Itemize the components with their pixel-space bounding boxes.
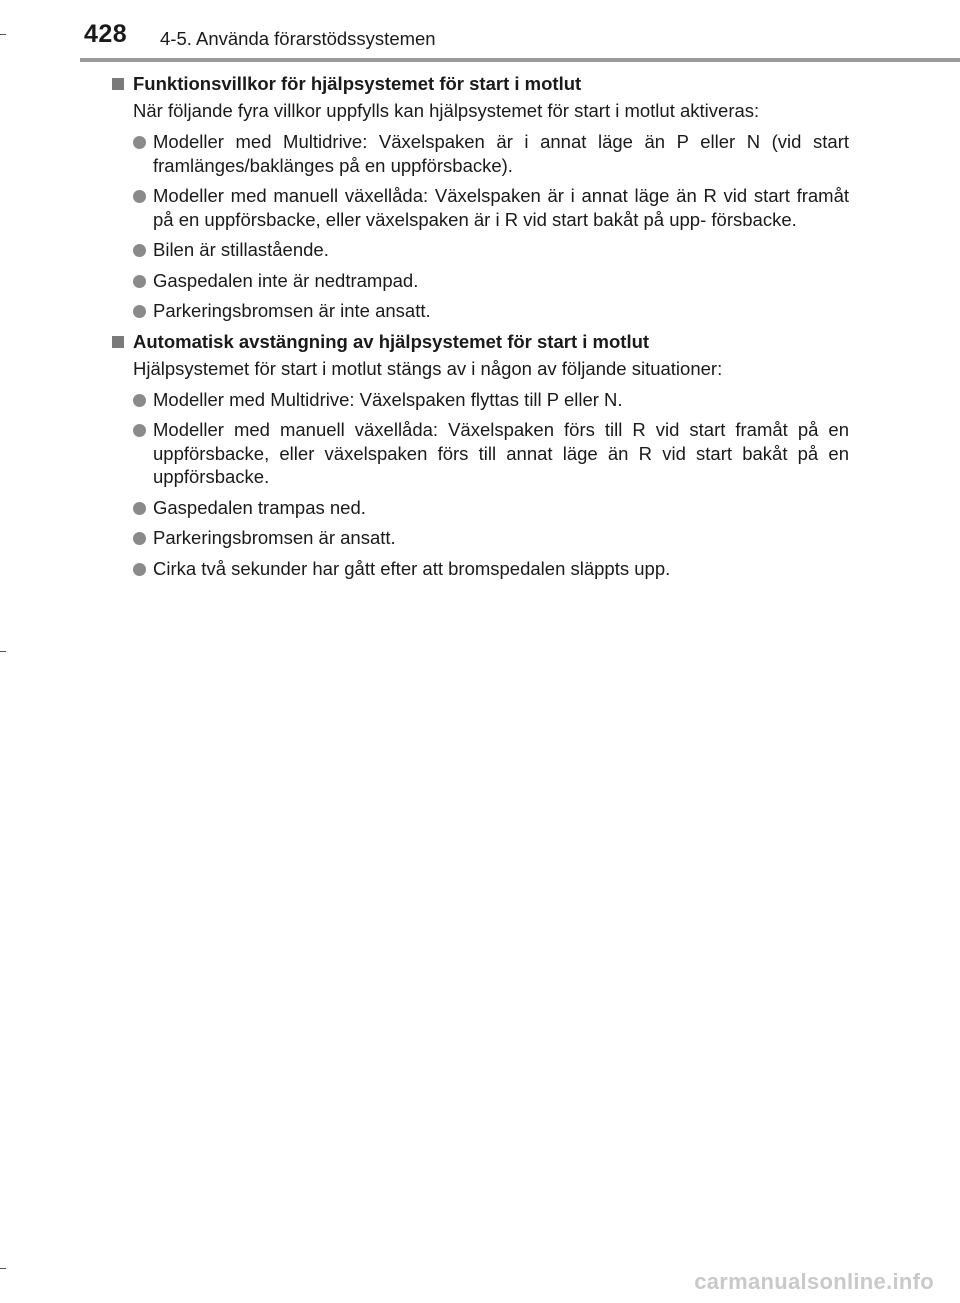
circle-bullet-icon [133, 275, 146, 288]
bullet-list [112, 388, 849, 581]
square-bullet-icon [112, 78, 124, 90]
bullet-list [112, 130, 849, 323]
page-header [0, 0, 960, 62]
page-number: 428 [84, 20, 128, 48]
crop-mark [0, 1268, 6, 1269]
list-item [133, 496, 849, 520]
circle-bullet-icon [133, 136, 146, 149]
circle-bullet-icon [133, 190, 146, 203]
list-item-text: Cirka två sekunder har gått efter att bromspedalen släppts upp. [153, 557, 671, 579]
list-item-text: Gaspedalen trampas ned. [153, 496, 366, 518]
circle-bullet-icon [133, 424, 146, 437]
list-item [133, 130, 849, 177]
section-intro: Hjälpsystemet för start i motlut stängs av i någon av följande situationer: [133, 357, 723, 379]
section-heading-text: Automatisk avstängning av hjälpsystemet för start i motlut [133, 330, 650, 352]
list-item [133, 418, 849, 489]
list-item-text: Modeller med Multidrive: Växelspaken flyttas till P eller N. [153, 388, 623, 410]
header-rule [80, 58, 960, 62]
list-item [133, 388, 849, 412]
chapter-title: 4-5. Använda förarstödssystemen [160, 28, 436, 49]
list-item-text: Modeller med manuell växellåda: Växelspaken förs till R vid start framåt på en uppförsbacke, eller växelspaken förs till annat läge än R vid start bakåt på en uppförsbacke. [153, 419, 849, 487]
circle-bullet-icon [133, 502, 146, 515]
section-activation-conditions [112, 70, 849, 323]
circle-bullet-icon [133, 394, 146, 407]
circle-bullet-icon [133, 532, 146, 545]
section-intro: När följande fyra villkor uppfylls kan hjälpsystemet för start i motlut aktiveras: [133, 100, 760, 121]
list-item-text: Gaspedalen inte är nedtrampad. [153, 269, 419, 291]
section-heading [112, 328, 849, 355]
circle-bullet-icon [133, 305, 146, 318]
list-item-text: Modeller med manuell växellåda: Växelspaken är i annat läge än R vid start framåt på en uppförsbacke, eller växelspaken är i R vid start bakåt på upp- försbacke. [153, 185, 849, 230]
crop-mark [0, 651, 6, 652]
list-item-text: Modeller med Multidrive: Växelspaken är i annat läge än P eller N (vid start framlänges/baklänges på en uppförsbacke). [153, 131, 849, 176]
section-heading [112, 70, 849, 97]
square-bullet-icon [112, 336, 124, 348]
list-item-text: Parkeringsbromsen är inte ansatt. [153, 300, 431, 321]
list-item [133, 526, 849, 550]
circle-bullet-icon [133, 244, 146, 257]
list-item [133, 269, 849, 293]
list-item [133, 557, 849, 581]
list-item-text: Bilen är stillastående. [153, 239, 329, 260]
section-automatic-shutoff [112, 328, 849, 581]
section-heading-text: Funktionsvillkor för hjälpsystemet för start i motlut [133, 73, 582, 94]
list-item-text: Parkeringsbromsen är ansatt. [153, 527, 396, 548]
list-item [133, 184, 849, 231]
page-content [112, 70, 849, 585]
list-item [133, 299, 849, 323]
watermark: carmanualsonline.info [694, 1269, 934, 1294]
circle-bullet-icon [133, 563, 146, 576]
list-item [133, 238, 849, 262]
